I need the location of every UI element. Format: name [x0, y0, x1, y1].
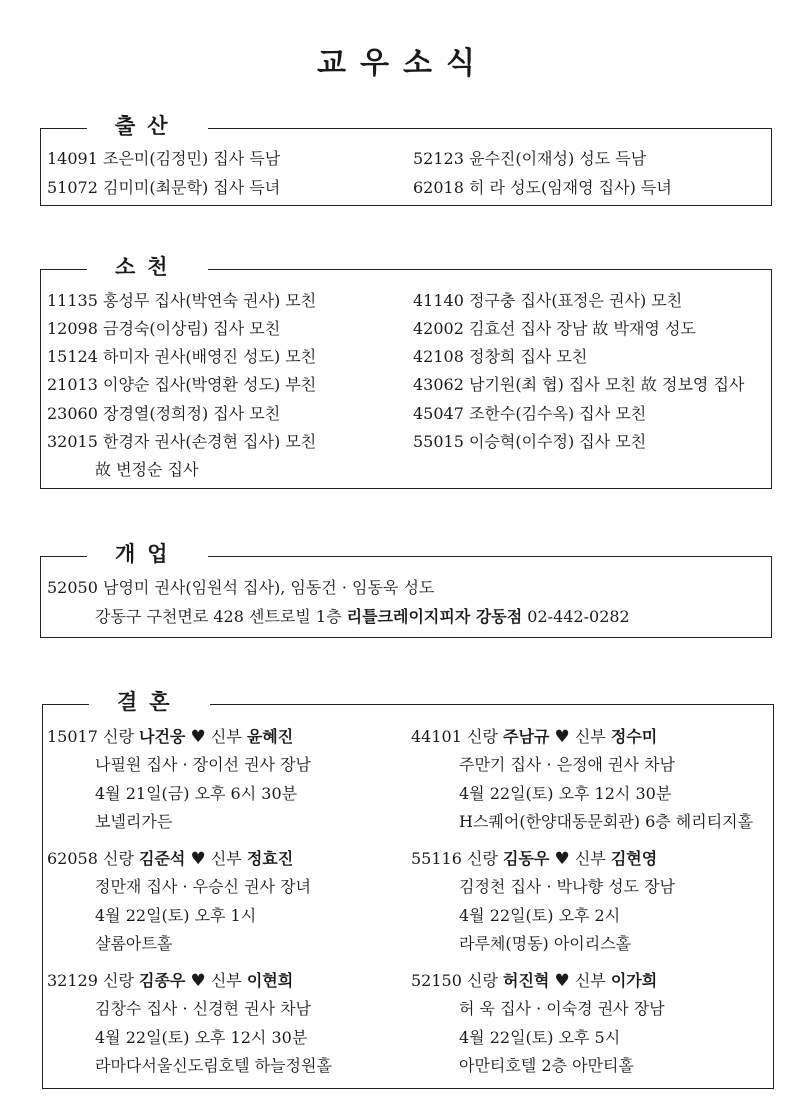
wedding-datetime: 4월 22일(토) 오후 5시: [459, 1028, 621, 1047]
wedding-venue: 샬롬아트홀: [95, 934, 173, 953]
business-shop-name: 리틀크레이지피자 강동점: [346, 607, 523, 626]
birth-section: [40, 113, 772, 206]
birth-item: 14091 조은미(김정민) 집사 득남: [47, 149, 281, 168]
business-section: [40, 541, 772, 638]
heart-icon: ♥: [190, 849, 206, 869]
groom-name: 나건웅: [139, 727, 186, 746]
bride-prefix: 신부: [574, 849, 606, 868]
bride-prefix: 신부: [574, 727, 606, 746]
wedding-parents: 나필원 집사 · 장이선 권사 장남: [95, 755, 311, 774]
heart-icon: ♥: [190, 727, 206, 747]
groom-prefix: 신랑: [467, 727, 498, 746]
funeral-item: 15124 하미자 권사(배영진 성도) 모친: [47, 347, 317, 366]
wedding-parents: 주만기 집사 · 은정애 권사 차남: [459, 755, 675, 774]
funeral-item: 55015 이승혁(이수정) 집사 모친: [413, 432, 647, 451]
birth-item: 51072 김미미(최문학) 집사 득녀: [47, 178, 281, 197]
groom-prefix: 신랑: [103, 727, 134, 746]
groom-prefix: 신랑: [467, 849, 498, 868]
business-address: [95, 607, 630, 627]
funeral-item: 32015 한경자 권사(손경현 집사) 모친: [47, 432, 317, 451]
bride-prefix: 신부: [210, 971, 242, 990]
bride-name: 김현영: [610, 849, 658, 868]
birth-item: 62018 히 라 성도(임재영 집사) 득녀: [413, 178, 672, 197]
heart-icon: ♥: [554, 727, 570, 747]
wedding-datetime: 4월 21일(금) 오후 6시 30분: [95, 784, 298, 803]
heart-icon: ♥: [554, 971, 570, 991]
bride-prefix: 신부: [574, 971, 606, 990]
funeral-item: 43062 남기원(최 협) 집사 모친 故 정보영 집사: [413, 375, 745, 394]
funeral-item: 23060 장경열(정희정) 집사 모친: [47, 404, 281, 423]
bride-name: 이가희: [610, 971, 658, 990]
wedding-datetime: 4월 22일(토) 오후 12시 30분: [95, 1028, 308, 1047]
funeral-item: 41140 정구충 집사(표정은 권사) 모친: [413, 291, 683, 310]
groom-name: 김동우: [503, 849, 550, 868]
wedding-datetime: 4월 22일(토) 오후 2시: [459, 906, 621, 925]
wedding-couple: [47, 727, 293, 747]
wedding-datetime: 4월 22일(토) 오후 12시 30분: [459, 784, 672, 803]
wedding-venue: 보넬리가든: [95, 812, 173, 831]
groom-prefix: 신랑: [103, 971, 134, 990]
business-section-label: 개업: [87, 539, 208, 569]
heart-icon: ♥: [190, 971, 206, 991]
wedding-venue: 아만티호텔 2층 아만티홀: [459, 1056, 634, 1075]
wedding-number: 55116: [411, 849, 462, 868]
wedding-couple: [47, 971, 293, 991]
wedding-section: [42, 689, 774, 1089]
wedding-parents: 김정천 집사 · 박나향 성도 장남: [459, 877, 675, 896]
wedding-parents: 정만재 집사 · 우승신 권사 장녀: [95, 877, 311, 896]
groom-name: 주남규: [503, 727, 550, 746]
business-address-text: 강동구 구천면로 428 센트로빌 1층: [95, 607, 347, 626]
groom-name: 김종우: [139, 971, 186, 990]
business-owner: 52050 남영미 권사(임원석 집사), 임동건 · 임동욱 성도: [47, 578, 435, 597]
heart-icon: ♥: [554, 849, 570, 869]
funeral-section-label: 소천: [87, 252, 208, 282]
funeral-section: [40, 254, 772, 489]
funeral-item: 12098 금경숙(이상림) 집사 모친: [47, 319, 281, 338]
wedding-couple: [47, 849, 293, 869]
funeral-item: 11135 홍성무 집사(박연숙 권사) 모친: [47, 291, 317, 310]
funeral-item: 21013 이양순 집사(박영환 성도) 부친: [47, 375, 317, 394]
groom-prefix: 신랑: [103, 849, 134, 868]
bride-name: 정효진: [246, 849, 294, 868]
wedding-couple: [411, 727, 657, 747]
birth-item: 52123 윤수진(이재성) 성도 득남: [413, 149, 647, 168]
bride-name: 이현희: [246, 971, 294, 990]
bride-name: 윤혜진: [246, 727, 294, 746]
wedding-section-label: 결혼: [89, 687, 210, 717]
groom-name: 김준석: [139, 849, 186, 868]
business-phone: 02-442-0282: [522, 607, 630, 626]
funeral-item-extra: 故 변정순 집사: [95, 460, 199, 479]
wedding-couple: [411, 849, 657, 869]
wedding-number: 15017: [47, 727, 98, 746]
wedding-number: 32129: [47, 971, 98, 990]
wedding-venue: 라마다서울신도림호텔 하늘정원홀: [95, 1056, 332, 1075]
groom-name: 허진혁: [503, 971, 550, 990]
wedding-number: 44101: [411, 727, 462, 746]
wedding-number: 52150: [411, 971, 462, 990]
wedding-parents: 김창수 집사 · 신경현 권사 차남: [95, 999, 311, 1018]
wedding-number: 62058: [47, 849, 98, 868]
page-title: 교우소식: [317, 46, 489, 81]
birth-section-label: 출산: [87, 111, 208, 141]
wedding-datetime: 4월 22일(토) 오후 1시: [95, 906, 257, 925]
bride-name: 정수미: [610, 727, 658, 746]
groom-prefix: 신랑: [467, 971, 498, 990]
funeral-item: 42108 정창희 집사 모친: [413, 347, 588, 366]
wedding-couple: [411, 971, 657, 991]
wedding-venue: 라루체(명동) 아이리스홀: [459, 934, 632, 953]
wedding-parents: 허 욱 집사 · 이숙경 권사 장남: [459, 999, 665, 1018]
bride-prefix: 신부: [210, 727, 242, 746]
funeral-item: 45047 조한수(김수옥) 집사 모친: [413, 404, 647, 423]
funeral-item: 42002 김효선 집사 장남 故 박재영 성도: [413, 319, 696, 338]
wedding-venue: H스퀘어(한양대동문회관) 6층 헤리티지홀: [459, 812, 754, 831]
bride-prefix: 신부: [210, 849, 242, 868]
